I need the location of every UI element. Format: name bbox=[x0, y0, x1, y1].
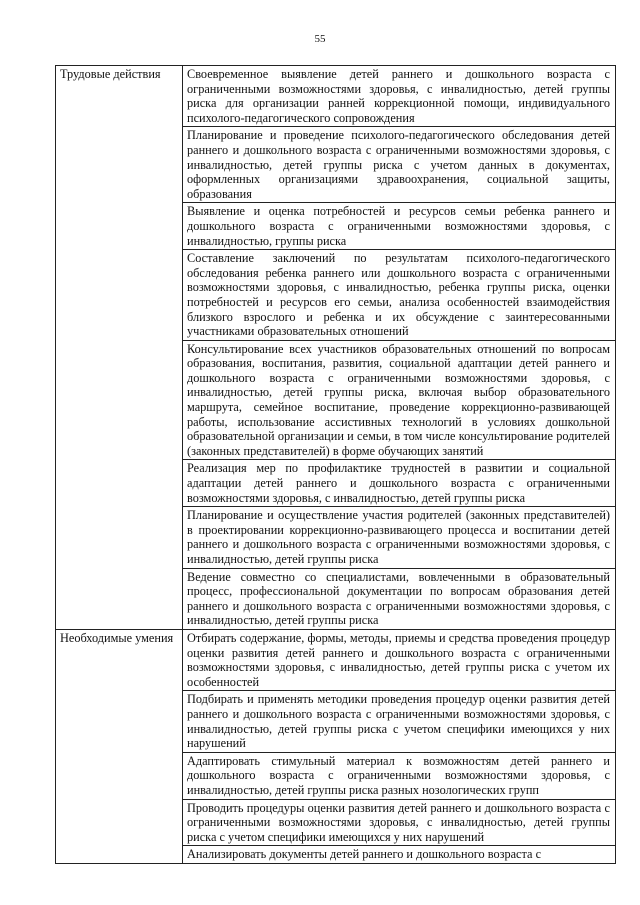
table-cell: Планирование и проведение психолого-педагогического обследования детей раннего и дошкольного возраста с ограниченными возможностями здоровья, с инвалидностью, детей группы риска с учетом данных в документах, оформленных организациями здравоохранения, социальной защиты, образования bbox=[183, 127, 616, 203]
table-cell: Подбирать и применять методики проведения процедур оценки развития детей раннего и дошкольного возраста с ограниченными возможностями здоровья, с инвалидностью, детей группы риска с учетом специфики имеющихся у них нарушений bbox=[183, 691, 616, 752]
table-cell: Отбирать содержание, формы, методы, приемы и средства проведения процедур оценки развития детей раннего и дошкольного возраста с ограниченными возможностями здоровья, с инвалидностью, детей группы риска с учетом их особенностей bbox=[183, 629, 616, 690]
table-cell: Проводить процедуры оценки развития детей раннего и дошкольного возраста с ограниченными возможностями здоровья, с инвалидностью, детей группы риска с учетом специфики имеющихся у них нарушений bbox=[183, 799, 616, 846]
table-cell: Ведение совместно со специалистами, вовлеченными в образовательный процесс, профессиональной документации по вопросам образования детей раннего и дошкольного возраста с ограниченными возможностями здоровья, с инвалидностью, детей группы риска bbox=[183, 568, 616, 629]
table-cell: Планирование и осуществление участия родителей (законных представителей) в проектировании коррекционно-развивающего процесса и воспитании детей раннего и дошкольного возраста с ограниченными возможностями здоровья, с инвалидностью, детей группы риска bbox=[183, 507, 616, 568]
requirements-table bbox=[55, 65, 616, 864]
table-cell: Консультирование всех участников образовательных отношений по вопросам образования, воспитания, развития, социальной адаптации детей раннего и дошкольного возраста с ограниченными возможностями здоровья, с инвалидностью, детей группы риска, включая выбор образовательного маршрута, семейное воспитание, проведение коррекционно-развивающей работы, использование ассистивных технологий в условиях дошкольной образовательной организации и семьи, в том числе консультирование родителей (законных представителей) в форме обучающих занятий bbox=[183, 340, 616, 460]
table-cell: Адаптировать стимульный материал к возможностям детей раннего и дошкольного возраста с ограниченными возможностями здоровья, с инвалидностью, детей группы риска разных нозологических групп bbox=[183, 752, 616, 799]
table-row bbox=[56, 66, 616, 127]
table-cell: Выявление и оценка потребностей и ресурсов семьи ребенка раннего и дошкольного возраста с ограниченными возможностями здоровья, с инвалидностью, группы риска bbox=[183, 203, 616, 250]
table-cell: Реализация мер по профилактике трудностей в развитии и социальной адаптации детей раннего и дошкольного возраста с ограниченными возможностями здоровья, с инвалидностью, детей группы риска bbox=[183, 460, 616, 507]
table-cell: Своевременное выявление детей раннего и дошкольного возраста с ограниченными возможностями здоровья, с инвалидностью, детей группы риска для организации ранней коррекционной помощи, индивидуального психолого-педагогического сопровождения bbox=[183, 66, 616, 127]
table-row bbox=[56, 629, 616, 690]
page-number: 55 bbox=[314, 33, 326, 45]
section-label-labor-actions: Трудовые действия bbox=[56, 66, 183, 630]
table-cell: Анализировать документы детей раннего и дошкольного возраста с bbox=[183, 846, 616, 864]
table-cell: Составление заключений по результатам психолого-педагогического обследования ребенка раннего или дошкольного возраста с ограниченными возможностями здоровья, с инвалидностью, ребенка группы риска, оценки потребностей и ресурсов его семьи, анализа особенностей взаимодействия близкого взрослого и ребенка и их обсуждение с заинтересованными участниками образовательных отношений bbox=[183, 250, 616, 341]
section-label-required-skills: Необходимые умения bbox=[56, 629, 183, 863]
